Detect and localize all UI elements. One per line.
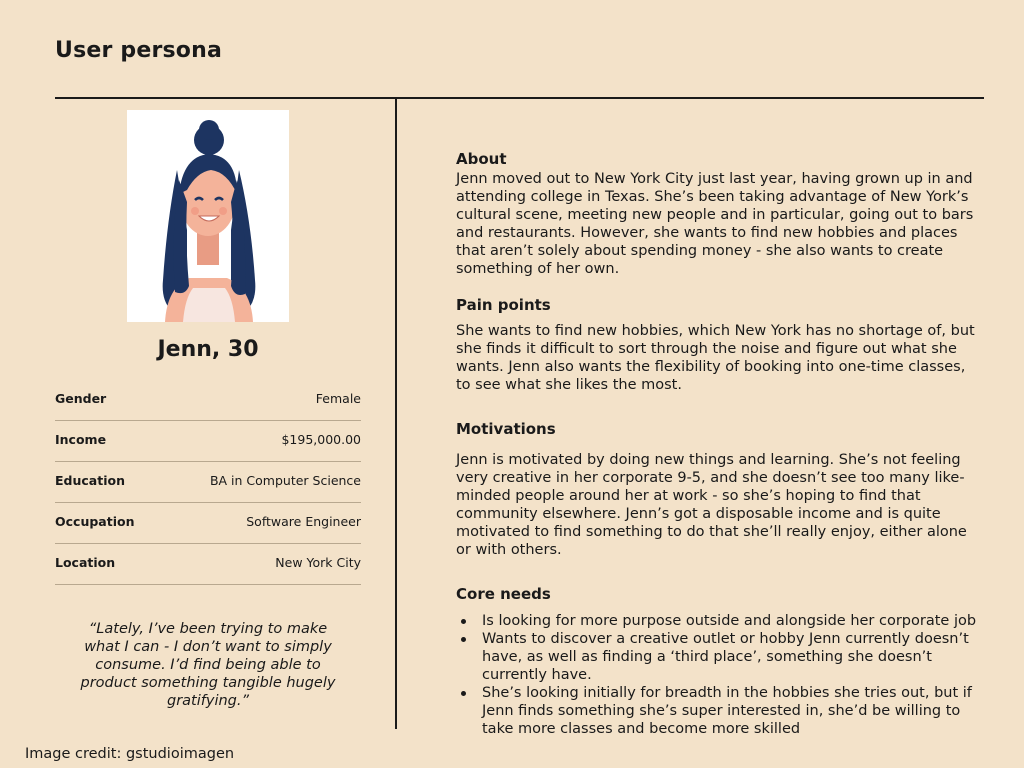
fact-row-location: [55, 544, 361, 585]
persona-quote: “Lately, I’ve been trying to make what I can - I don’t want to simply consume. I’d find being able to product something tangible hugely gratifying.”: [80, 621, 336, 709]
list-item: [456, 630, 986, 684]
persona-facts-table: [55, 380, 361, 585]
fact-label: Education: [55, 472, 125, 488]
section-heading-about: About: [456, 150, 507, 168]
section-heading-pain-points: Pain points: [456, 296, 551, 314]
section-body-motivations: Jenn is motivated by doing new things and learning. She’s not feeling very creative in her corporate 9-5, and she doesn’t see too many like-minded people around her at work - so she’s hoping to find that community elsewhere. Jenn’s got a disposable income and is quite motivated to find something to do that she’ll really enjoy, either alone or with others.: [456, 452, 967, 558]
fact-value: Software Engineer: [246, 513, 361, 529]
fact-value: Female: [315, 390, 361, 406]
persona-name: Jenn, 30: [157, 337, 259, 362]
core-need-text: She’s looking initially for breadth in the hobbies she tries out, but if Jenn finds something she’s super interested in, she’d be willing to take more classes and become more skilled: [482, 685, 972, 737]
fact-label: Income: [55, 431, 107, 447]
section-core-needs: [456, 585, 986, 738]
fact-row-income: [55, 421, 361, 462]
bullet-icon: [461, 619, 466, 624]
section-heading-core-needs: Core needs: [456, 585, 551, 603]
fact-label: Location: [55, 554, 116, 570]
bullet-icon: [461, 691, 466, 696]
section-heading-motivations: Motivations: [456, 420, 556, 438]
persona-illustration-icon: [127, 110, 289, 322]
section-pain-points: [456, 296, 981, 394]
fact-value: BA in Computer Science: [209, 472, 361, 488]
column-divider: [395, 98, 397, 729]
fact-row-gender: [55, 380, 361, 421]
fact-value: New York City: [275, 554, 361, 570]
fact-label: Gender: [55, 390, 107, 406]
list-item: [456, 612, 986, 630]
fact-value: $195,000.00: [281, 431, 361, 447]
section-motivations: [456, 420, 981, 559]
page-title: User persona: [55, 38, 223, 63]
fact-row-occupation: [55, 503, 361, 544]
bullet-icon: [461, 637, 466, 642]
core-need-text: Is looking for more purpose outside and alongside her corporate job: [482, 613, 977, 629]
image-credit: Image credit: gstudioimagen: [25, 746, 235, 762]
section-about: [456, 150, 981, 278]
persona-portrait: [127, 110, 289, 322]
section-body-about: Jenn moved out to New York City just last year, having grown up in and attending college in Texas. She’s been taking advantage of New York’s cultural scene, meeting new people and in particular, going out to bars and restaurants. However, she wants to find new hobbies and places that aren’t solely about spending money - she also wants to create something of her own.: [456, 171, 974, 277]
fact-label: Occupation: [55, 513, 135, 529]
list-item: [456, 684, 986, 738]
section-body-pain-points: She wants to find new hobbies, which New York has no shortage of, but she finds it difficult to sort through the noise and figure out what she wants. Jenn also wants the flexibility of booking into one-time classes, to see what she likes the most.: [456, 323, 975, 393]
header-divider: [55, 97, 984, 99]
fact-row-education: [55, 462, 361, 503]
core-need-text: Wants to discover a creative outlet or hobby Jenn currently doesn’t have, as well as finding a ‘third place’, something she doesn’t currently have.: [482, 631, 969, 683]
core-needs-list: [456, 612, 986, 738]
